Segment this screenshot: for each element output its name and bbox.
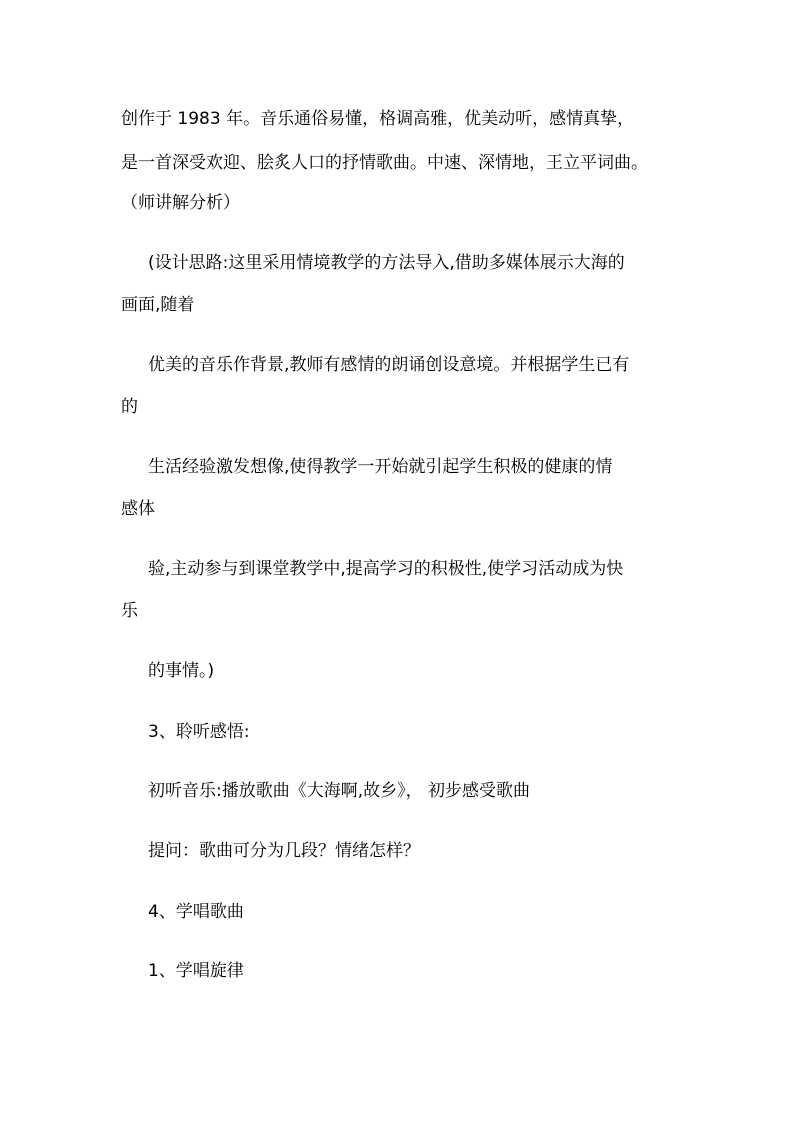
paragraph-line: 是一首深受欢迎、脍炙人口的抒情歌曲。中速、深情地，王立平词曲。 [121,153,648,173]
paragraph-line: 感体 [121,499,155,519]
paragraph-line: 的 [121,397,138,417]
paragraph-line: （师讲解分析） [121,193,240,213]
paragraph-line: (设计思路:这里采用情境教学的方法导入,借助多媒体展示大海的 [148,253,625,273]
section-heading: 1、学唱旋律 [148,961,244,981]
paragraph-line: 初听音乐:播放歌曲《大海啊,故乡》， 初步感受歌曲 [148,781,531,801]
paragraph-line: 优美的音乐作背景,教师有感情的朗诵创设意境。并根据学生已有 [148,355,630,375]
paragraph-line: 提问：歌曲可分为几段？情绪怎样？ [148,841,420,861]
paragraph-line: 乐 [121,601,138,621]
section-heading: 3、聆听感悟: [148,722,250,742]
paragraph-line: 画面,随着 [121,295,195,315]
paragraph-line: 验,主动参与到课堂教学中,提高学习的积极性,使学习活动成为快 [148,559,624,579]
paragraph-line: 的事情。) [148,661,215,681]
paragraph-line: 创作于 1983 年。音乐通俗易懂，格调高雅，优美动听，感情真挚， [121,109,635,129]
section-heading: 4、学唱歌曲 [148,902,244,922]
paragraph-line: 生活经验激发想像,使得教学一开始就引起学生积极的健康的情 [148,457,613,477]
